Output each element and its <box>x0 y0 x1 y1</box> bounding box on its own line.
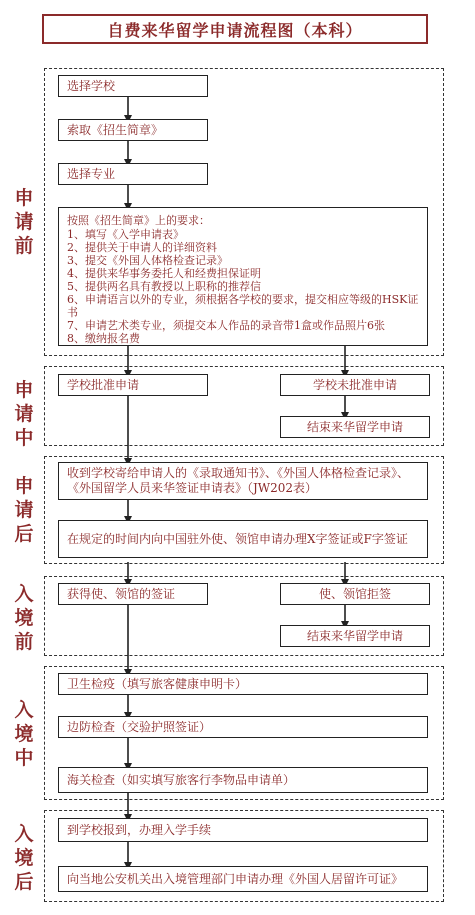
requirement-item: 2、提供关于申请人的详细资料 <box>67 241 217 254</box>
step-choose-major: 选择专业 <box>58 163 208 185</box>
requirement-item: 7、申请艺术类专业，须提交本人作品的录音带1盒或作品照片6张 <box>67 319 385 332</box>
stage-label-before-entry: 入境前 <box>14 583 34 653</box>
requirement-item: 5、提供两名具有教授以上职称的推荐信 <box>67 280 261 293</box>
stage-label-before: 申请前 <box>14 187 34 257</box>
requirements-list <box>58 207 428 346</box>
stage-label-after-entry: 入境后 <box>14 823 34 893</box>
step-choose-school: 选择学校 <box>58 75 208 97</box>
step-school-rejects: 学校未批准申请 <box>280 374 430 396</box>
step-get-brochure: 索取《招生简章》 <box>58 119 208 141</box>
stage-label-entry: 入境中 <box>14 699 34 769</box>
requirement-item: 1、填写《入学申请表》 <box>67 228 184 241</box>
requirement-item: 8、缴纳报名费 <box>67 332 140 345</box>
step-end-application-2: 结束来华留学申请 <box>280 625 430 647</box>
requirements-heading: 按照《招生简章》上的要求： <box>67 214 210 227</box>
step-customs-check: 海关检查（如实填写旅客行李物品申请单） <box>58 767 428 793</box>
requirement-item: 6、申请语言以外的专业，须根据各学校的要求，提交相应等级的HSK证书 <box>67 293 419 319</box>
step-school-approves: 学校批准申请 <box>58 374 208 396</box>
step-receive-documents: 收到学校寄给申请人的《录取通知书》、《外国人体格检查记录》、《外国留学人员来华签证申请表》（JW202表） <box>58 462 428 500</box>
page-title: 自费来华留学申请流程图（本科） <box>42 14 428 44</box>
step-visa-refused: 使、领馆拒签 <box>280 583 430 605</box>
step-visa-granted: 获得使、领馆的签证 <box>58 583 208 605</box>
step-residence-permit: 向当地公安机关出入境管理部门申请办理《外国人居留许可证》 <box>58 866 428 892</box>
step-border-check: 边防检查（交验护照签证） <box>58 716 428 738</box>
step-apply-visa: 在规定的时间内向中国驻外使、领馆申请办理X字签证或F字签证 <box>58 520 428 558</box>
requirement-item: 3、提交《外国人体格检查记录》 <box>67 254 228 267</box>
step-health-quarantine: 卫生检疫（填写旅客健康申明卡） <box>58 673 428 695</box>
step-report-school: 到学校报到，办理入学手续 <box>58 818 428 842</box>
step-end-application-1: 结束来华留学申请 <box>280 416 430 438</box>
stage-label-during: 申请中 <box>14 379 34 449</box>
requirement-item: 4、提供来华事务委托人和经费担保证明 <box>67 267 261 280</box>
stage-label-after: 申请后 <box>14 475 34 545</box>
